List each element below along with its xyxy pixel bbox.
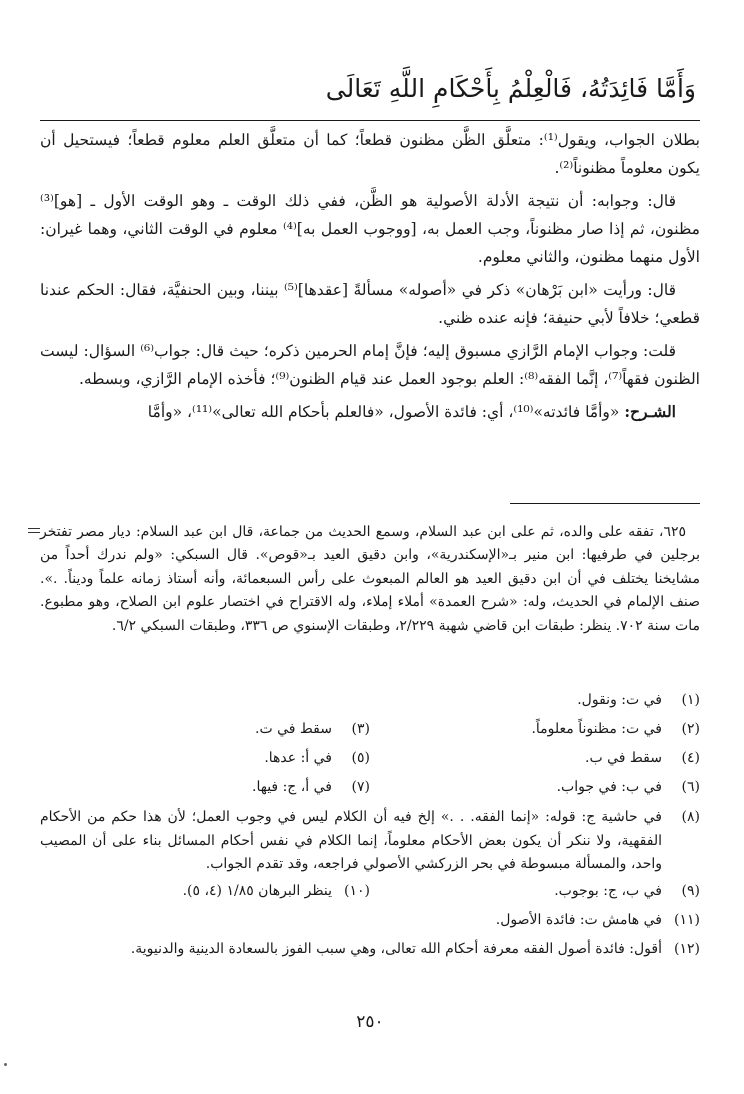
footnote-number: (٩) xyxy=(681,882,700,899)
sharh-text: «وأمَّا فائدته»⁽¹⁰⁾، أي: فائدة الأصول، «فالعلم بأحكام الله تعالى»⁽¹¹⁾، «وأمَّا xyxy=(147,403,620,421)
footnote-row xyxy=(40,715,700,744)
footnote-text: في ب: في جواب. xyxy=(556,779,662,795)
footnote-number: (١١) xyxy=(674,911,700,928)
footnote-number: (٧) xyxy=(351,779,370,795)
continuation-mark xyxy=(28,528,40,536)
paragraph-2: قال: وجوابه: أن نتيجة الأدلة الأصولية هو الظَّن، ففي ذلك الوقت ـ وهو الوقت الأول ـ [هو]⁽³⁾ مظنون، ثم إذا صار مظنوناً، وجب العمل به، [ووجوب العمل به]⁽⁴⁾ معلوم في الوقت الثاني، وهما غيران: الأول منهما مظنون، والثاني معلوم. xyxy=(40,192,700,266)
footnote-row xyxy=(40,877,700,906)
footnote-separator xyxy=(510,503,700,504)
footnote-7 xyxy=(40,773,370,802)
sharh-paragraph xyxy=(40,398,700,426)
footnote-text: سقط في ب. xyxy=(585,750,662,766)
footnote-number: (١٢) xyxy=(674,940,700,957)
footnote-text: في ت: ونقول. xyxy=(577,692,662,708)
footnote-number: (١) xyxy=(681,692,700,708)
footnote-4 xyxy=(370,744,700,773)
footnote-row xyxy=(40,686,700,715)
footnote-number: (٨) xyxy=(681,809,700,825)
footnote-row xyxy=(40,744,700,773)
footnote-text: في حاشية ج: قوله: «إنما الفقه. . .» إلخ فيه أن الكلام ليس في وجوب العمل؛ لأن هذا حكم من الأحكام الفقهية، ولا ننكر أن يكون بعض الأحكام معلوماً، إنما الكلام في نفس أحكام المسائل بناء على أن المصيب واحد، والمسألة مبسوطة في بحر الزركشي الأصولي فراجعه، وقد تقدم الجواب. xyxy=(40,809,662,872)
scan-speck xyxy=(4,1063,7,1066)
footnote-carryover: ٦٢٥، تفقه على والده، ثم على ابن عبد السلام، وسمع الحديث من جماعة، قال ابن عبد السلام: ديار مصر تفتخر برجلين في طرفيها: ابن منير بـ«الإسكندرية»، وابن دقيق العيد بـ«قوص». قال السبكي: «ولم ندرك أحداً من مشايخنا يختلف في أن ابن دقيق العيد هو العالم المبعوث على رأس السبعمائة، وأنه أستاذ زمانه علماً وديناً. .». صنف الإلمام في الحديث، وله: «شرح العمدة» أملاء إملاء، وله الاقتراح في اختصار علوم ابن الصلاح، وهو مطبوع. مات سنة ٧٠٢. ينظر: طبقات ابن قاضي شهبة ٢/٢٢٩، وطبقات الإسنوي ص ٣٣٦، وطبقات السبكي ٦/٢. xyxy=(40,524,700,634)
footnote-12 xyxy=(40,935,700,964)
footnote-9 xyxy=(370,877,700,906)
book-page xyxy=(40,0,700,1094)
footnote-11 xyxy=(40,906,700,935)
header-title: وَأَمَّا فَائِدَتُهُ، فَالْعِلْمُ بِأَحْكَامِ اللَّهِ تَعَالَى xyxy=(325,74,696,103)
footnote-5 xyxy=(40,744,370,773)
footnote-number: (٣) xyxy=(351,721,370,737)
footnote-number: (٦) xyxy=(681,779,700,795)
paragraph-3: قال: ورأيت «ابن بَرْهان» ذكر في «أصوله» مسألةً [عقدها]⁽⁵⁾ بيننا، وبين الحنفيَّة، فقال: الحكم عندنا قطعي؛ خلافاً لأبي حنيفة؛ فإنه عنده ظني. xyxy=(40,281,700,327)
footnote-2 xyxy=(370,715,700,744)
footnote-number: (٢) xyxy=(681,721,700,737)
footnote-text: في أ: عدها. xyxy=(264,750,332,766)
page-number: ٢٥٠ xyxy=(356,1012,384,1032)
footnote-text: في ت: مظنوناً معلوماً. xyxy=(531,721,662,737)
footnote-number: (٤) xyxy=(681,750,700,766)
footnote-1 xyxy=(310,686,700,715)
footnote-10 xyxy=(40,877,370,906)
paragraph-4: قلت: وجواب الإمام الرَّازي مسبوق إليه؛ فإنَّ إمام الحرمين ذكره؛ حيث قال: جواب⁽⁶⁾ السؤال: ليست الظنون فقهاً⁽⁷⁾، إنَّما الفقه⁽⁸⁾: العلم بوجود العمل عند قيام الظنون⁽⁹⁾؛ فأخذه الإمام الرَّازي، وبسطه. xyxy=(40,342,700,388)
main-text xyxy=(40,126,700,494)
footnote-list xyxy=(40,686,700,964)
running-header xyxy=(40,70,700,116)
footnote-text: أقول: فائدة أصول الفقه معرفة أحكام الله تعالى، وهي سبب الفوز بالسعادة الدينية والدنيوية. xyxy=(130,940,662,957)
footnote-3 xyxy=(40,715,370,744)
footnote-text: في هامش ت: فائدة الأصول. xyxy=(495,911,662,928)
footnote-text: في ب، ج: بوجوب. xyxy=(554,882,662,899)
header-rule xyxy=(40,120,700,121)
footnote-text: ينظر البرهان ١/٨٥ (٤، ٥). xyxy=(182,882,332,899)
sharh-label: الشـرح: xyxy=(624,402,676,421)
footnote-number: (٥) xyxy=(351,750,370,766)
footnote-6 xyxy=(370,773,700,802)
footnote-text: سقط في ت. xyxy=(255,721,332,737)
paragraph-1: بطلان الجواب، ويقول⁽¹⁾: متعلَّق الظَّن مظنون قطعاً؛ كما أن متعلَّق العلم معلوم قطعاً؛ فيستحيل أن يكون معلوماً مظنوناً⁽²⁾. xyxy=(40,131,700,177)
footnote-text: في أ، ج: فيها. xyxy=(252,779,332,795)
footnote-8 xyxy=(40,802,700,877)
footnote-number: (١٠) xyxy=(344,882,370,899)
footnote-row xyxy=(40,773,700,802)
